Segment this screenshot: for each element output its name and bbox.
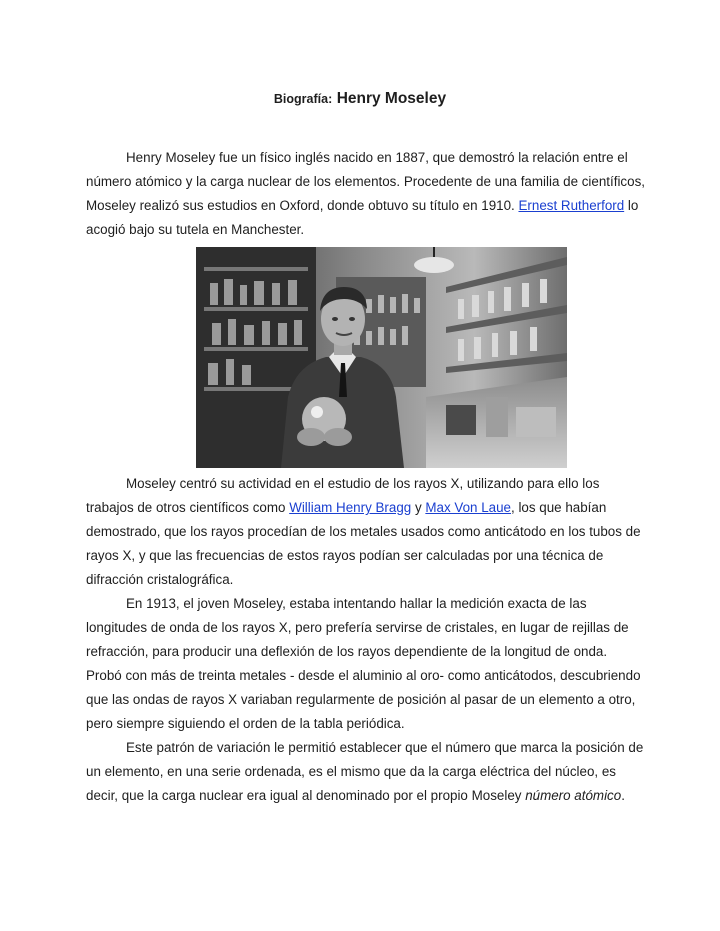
- paragraph-4: [86, 736, 646, 808]
- atomic-number-term: número atómico: [525, 788, 622, 803]
- main-section: [86, 472, 646, 808]
- title-label: Biografía:: [273, 92, 333, 106]
- link-william-henry-bragg[interactable]: William Henry Bragg: [289, 500, 412, 515]
- title-name: Henry Moseley: [336, 90, 447, 107]
- paragraph-4-text-end: .: [621, 788, 625, 803]
- page-title: [0, 90, 720, 108]
- intro-section: [86, 146, 646, 242]
- moseley-photo: [196, 247, 567, 468]
- paragraph-3: En 1913, el joven Moseley, estaba intentando hallar la medición exacta de las longitudes de onda de los rayos X, pero prefería servirse de cristales, en lugar de rejillas de refracción, para producir una deflexión de los rayos dependiente de la longitud de onda. Probó con más de treinta metales - desde el aluminio al oro- como anticátodos, descubriendo que las ondas de rayos X variaban regularmente de posición al pasar de un elemento a otro, pero siempre siguiendo el orden de la tabla periódica.: [86, 596, 641, 731]
- paragraph-1-text: Henry Moseley fue un físico inglés nacido en 1887, que demostró la relación entre el número atómico y la carga nuclear de los elementos. Procedente de una familia de científicos, Moseley realizó sus estudios en Oxford, donde obtuvo su título en 1910.: [86, 150, 645, 213]
- link-ernest-rutherford[interactable]: Ernest Rutherford: [518, 198, 625, 213]
- paragraph-4-text: Este patrón de variación le permitió establecer que el número que marca la posición de un elemento, en una serie ordenada, es el mismo que da la carga eléctrica del núcleo, es decir, que la carga nuclear era igual al denominado por el propio Moseley: [86, 740, 644, 803]
- paragraph-1-text-end: lo acogió bajo su tutela en Manchester.: [86, 198, 639, 237]
- moseley-laboratory-image: [196, 247, 567, 468]
- paragraph-2-text-end: , los que habían demostrado, que los rayos procedían de los metales usados como anticátodo en los tubos de rayos X, y que las frecuencias de estos rayos podían ser calculadas por una técnica de difracción cristalográfica.: [86, 500, 641, 587]
- link-max-von-laue[interactable]: Max Von Laue: [425, 500, 511, 515]
- paragraph-2-mid: y: [411, 500, 426, 515]
- paragraph-2: [86, 472, 646, 592]
- paragraph-2-text: Moseley centró su actividad en el estudio de los rayos X, utilizando para ello los trabajos de otros científicos como: [86, 476, 600, 515]
- paragraph-1: [86, 146, 646, 242]
